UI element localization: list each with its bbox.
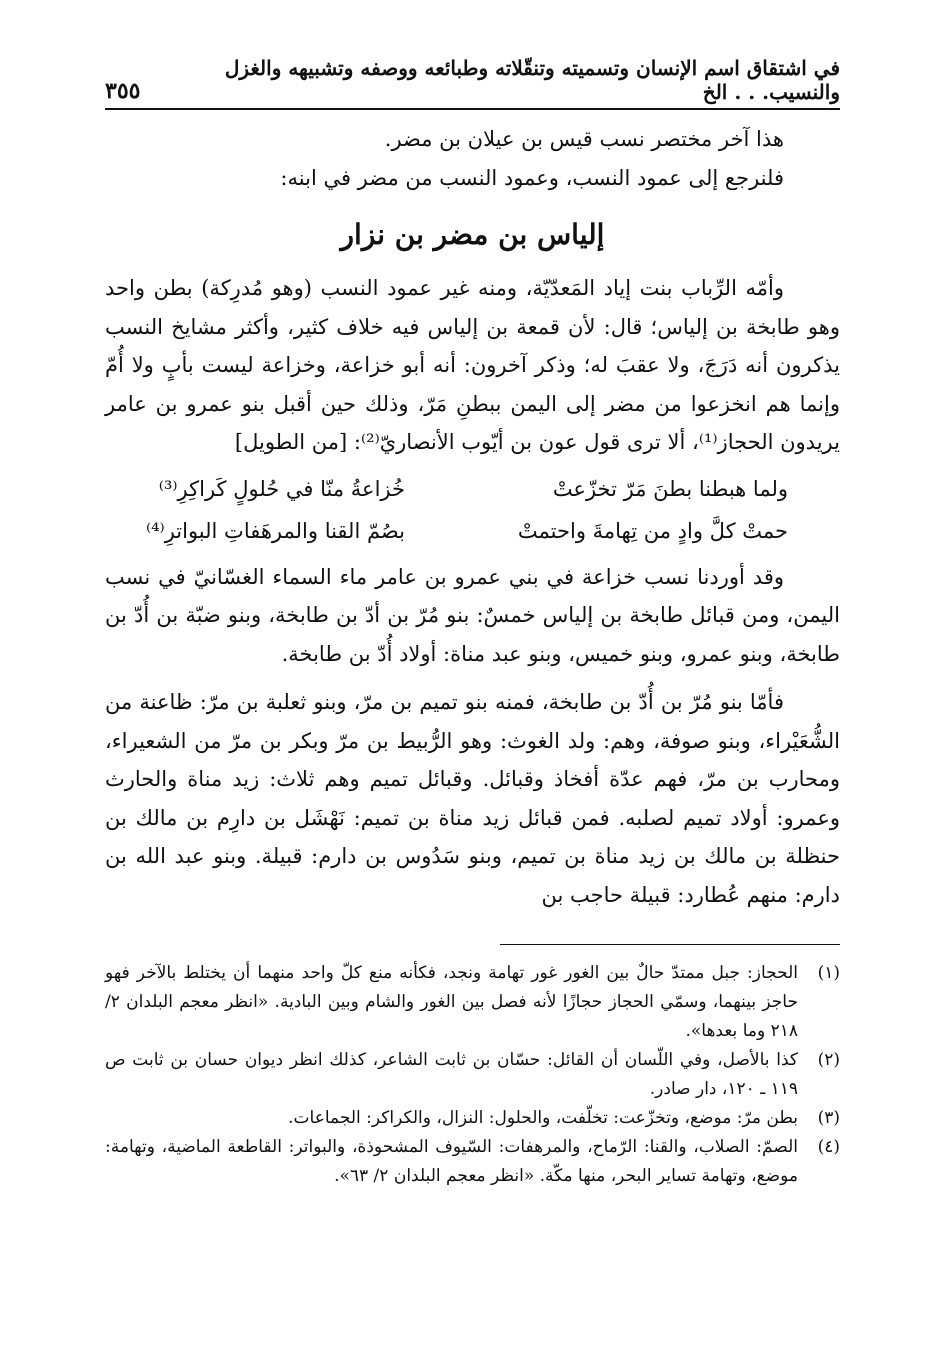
- footnote-divider: [500, 944, 840, 945]
- paragraph: وقد أوردنا نسب خزاعة في بني عمرو بن عامر ماء السماء الغسّانيّ في نسب اليمن، ومن قبائل طابخة بن إلياس خمسٌ: بنو مُرّ بن أدّ بن طابخة، وبنو ضبّة بن أُدّ بن طابخة، وبنو عمرو، وبنو خميس، وبنو عبد مناة: أولاد أُدّ بن طابخة.: [105, 564, 840, 666]
- footnote-text: الحجاز: جبل ممتدّ حالٌ بين الغور غور تهامة ونجد، فكأنه منع كلّ واحد منهما أن يختلط بالآخر فهو حاجز بينهما، وسمّي الحجاز حجازًا لأنه فصل بين الغور والشام وبين البادية. «انظر معجم البلدان ٢/ ٢١٨ وما بعدها».: [105, 963, 798, 1041]
- footnote: [105, 1133, 840, 1191]
- paragraph: وأمّه الرِّباب بنت إياد المَعدّيّة، ومنه غير عمود النسب (وهو مُدرِكة) بطن واحد وهو طابخة بن إلياس؛ قال: لأن قمعة بن إلياس فيه خلاف كثير، وأكثر مشايخ النسب يذكرون أنه دَرَجَ، ولا عقبَ له؛ وذكر آخرون: أنه أبو خزاعة، وخزاعة ليست بأبٍ ولا أُمّ وإنما هم انخزعوا من مضر إلى اليمن ببطنِ مَرّ، وذلك حين أقبل بنو عمرو بن عامر يريدون الحجاز⁽¹⁾، ألا ترى قول عون بن أيّوب الأنصاريّ⁽²⁾: [من الطويل]: [105, 276, 840, 454]
- book-page: [105, 56, 840, 1191]
- footnote: [105, 959, 840, 1046]
- footnote-number: (٤): [817, 1137, 840, 1157]
- poem-verse: [105, 510, 840, 552]
- footnote-text: كذا بالأصل، وفي اللّسان أن القائل: حسّان بن ثابت الشاعر، كذلك انظر ديوان حسان بن ثابت ص ١١٩ ـ ١٢٠، دار صادر.: [105, 1050, 798, 1099]
- footnote: [105, 1046, 840, 1104]
- paragraph: فأمّا بنو مُرّ بن أُدّ بن طابخة، فمنه بنو تميم بن مرّ، وبنو ثعلبة بن مرّ: ظاعنة من الشُّعَيْراء، وبنو صوفة، وهم: ولد الغوث: وهو الرُّبيط بن مرّ وبكر بن مرّ من الشعيراء، ومحارب بن مرّ، فهم عدّة أفخاذ وقبائل. وقبائل تميم وهم ثلاث: زيد مناة والحارث وعمرو: أولاد تميم لصلبه. فمن قبائل زيد مناة بن تميم: نَهْشَل بن دارِم بن مالك بن حنظلة بن مالك بن زيد مناة بن تميم، وبنو سَدُوس بن دارم: قبيلة. وبنو عبد الله بن دارم: منهم عُطارد: قبيلة حاجب بن: [105, 690, 840, 907]
- footnote-number: (٣): [817, 1108, 840, 1128]
- page-number: ٣٥٥: [105, 78, 141, 104]
- footnote-number: (٢): [817, 1050, 840, 1070]
- footnote-number: (١): [817, 963, 840, 983]
- poem: [105, 468, 840, 552]
- poem-hemistich-first: حمتْ كلَّ وادٍ من تِهامةَ واحتمتْ: [517, 518, 788, 543]
- footnotes: [105, 959, 840, 1191]
- poem-hemistich-second: بصُمّ القنا والمرهَفاتِ البواترِ⁽⁴⁾: [145, 518, 405, 543]
- main-text: [105, 120, 840, 914]
- intro-line: هذا آخر مختصر نسب قيس بن عيلان بن مضر.: [384, 127, 784, 151]
- poem-hemistich-first: ولما هبطنا بطنَ مَرّ تخزّعتْ: [552, 476, 788, 501]
- running-title: في اشتقاق اسم الإنسان وتسميته وتنقّلاته وطبائعه ووصفه وتشبيهه والغزل والنسيب. . . الخ: [224, 56, 840, 104]
- poem-hemistich-second: خُزاعةُ منّا في حُلولٍ كَراكِرِ⁽³⁾: [158, 476, 405, 501]
- running-header: [105, 56, 840, 110]
- poem-verse: [105, 468, 840, 510]
- footnote-text: بطن مرّ: موضع، وتخزّعت: تخلّفت، والحلول: النزال، والكراكر: الجماعات.: [288, 1108, 798, 1128]
- section-heading: إلياس بن مضر بن نزار: [340, 218, 605, 251]
- intro-line: فلنرجع إلى عمود النسب، وعمود النسب من مضر في ابنه:: [280, 165, 784, 190]
- footnote: [105, 1104, 840, 1133]
- footnote-text: الصمّ: الصلاب، والقنا: الرّماح، والمرهفات: السّيوف المشحوذة، والبواتر: القاطعة الماضية، وتهامة: موضع، وتهامة تساير البحر، منها مكّة. «انظر معجم البلدان ٢/ ٦٣».: [105, 1137, 798, 1186]
